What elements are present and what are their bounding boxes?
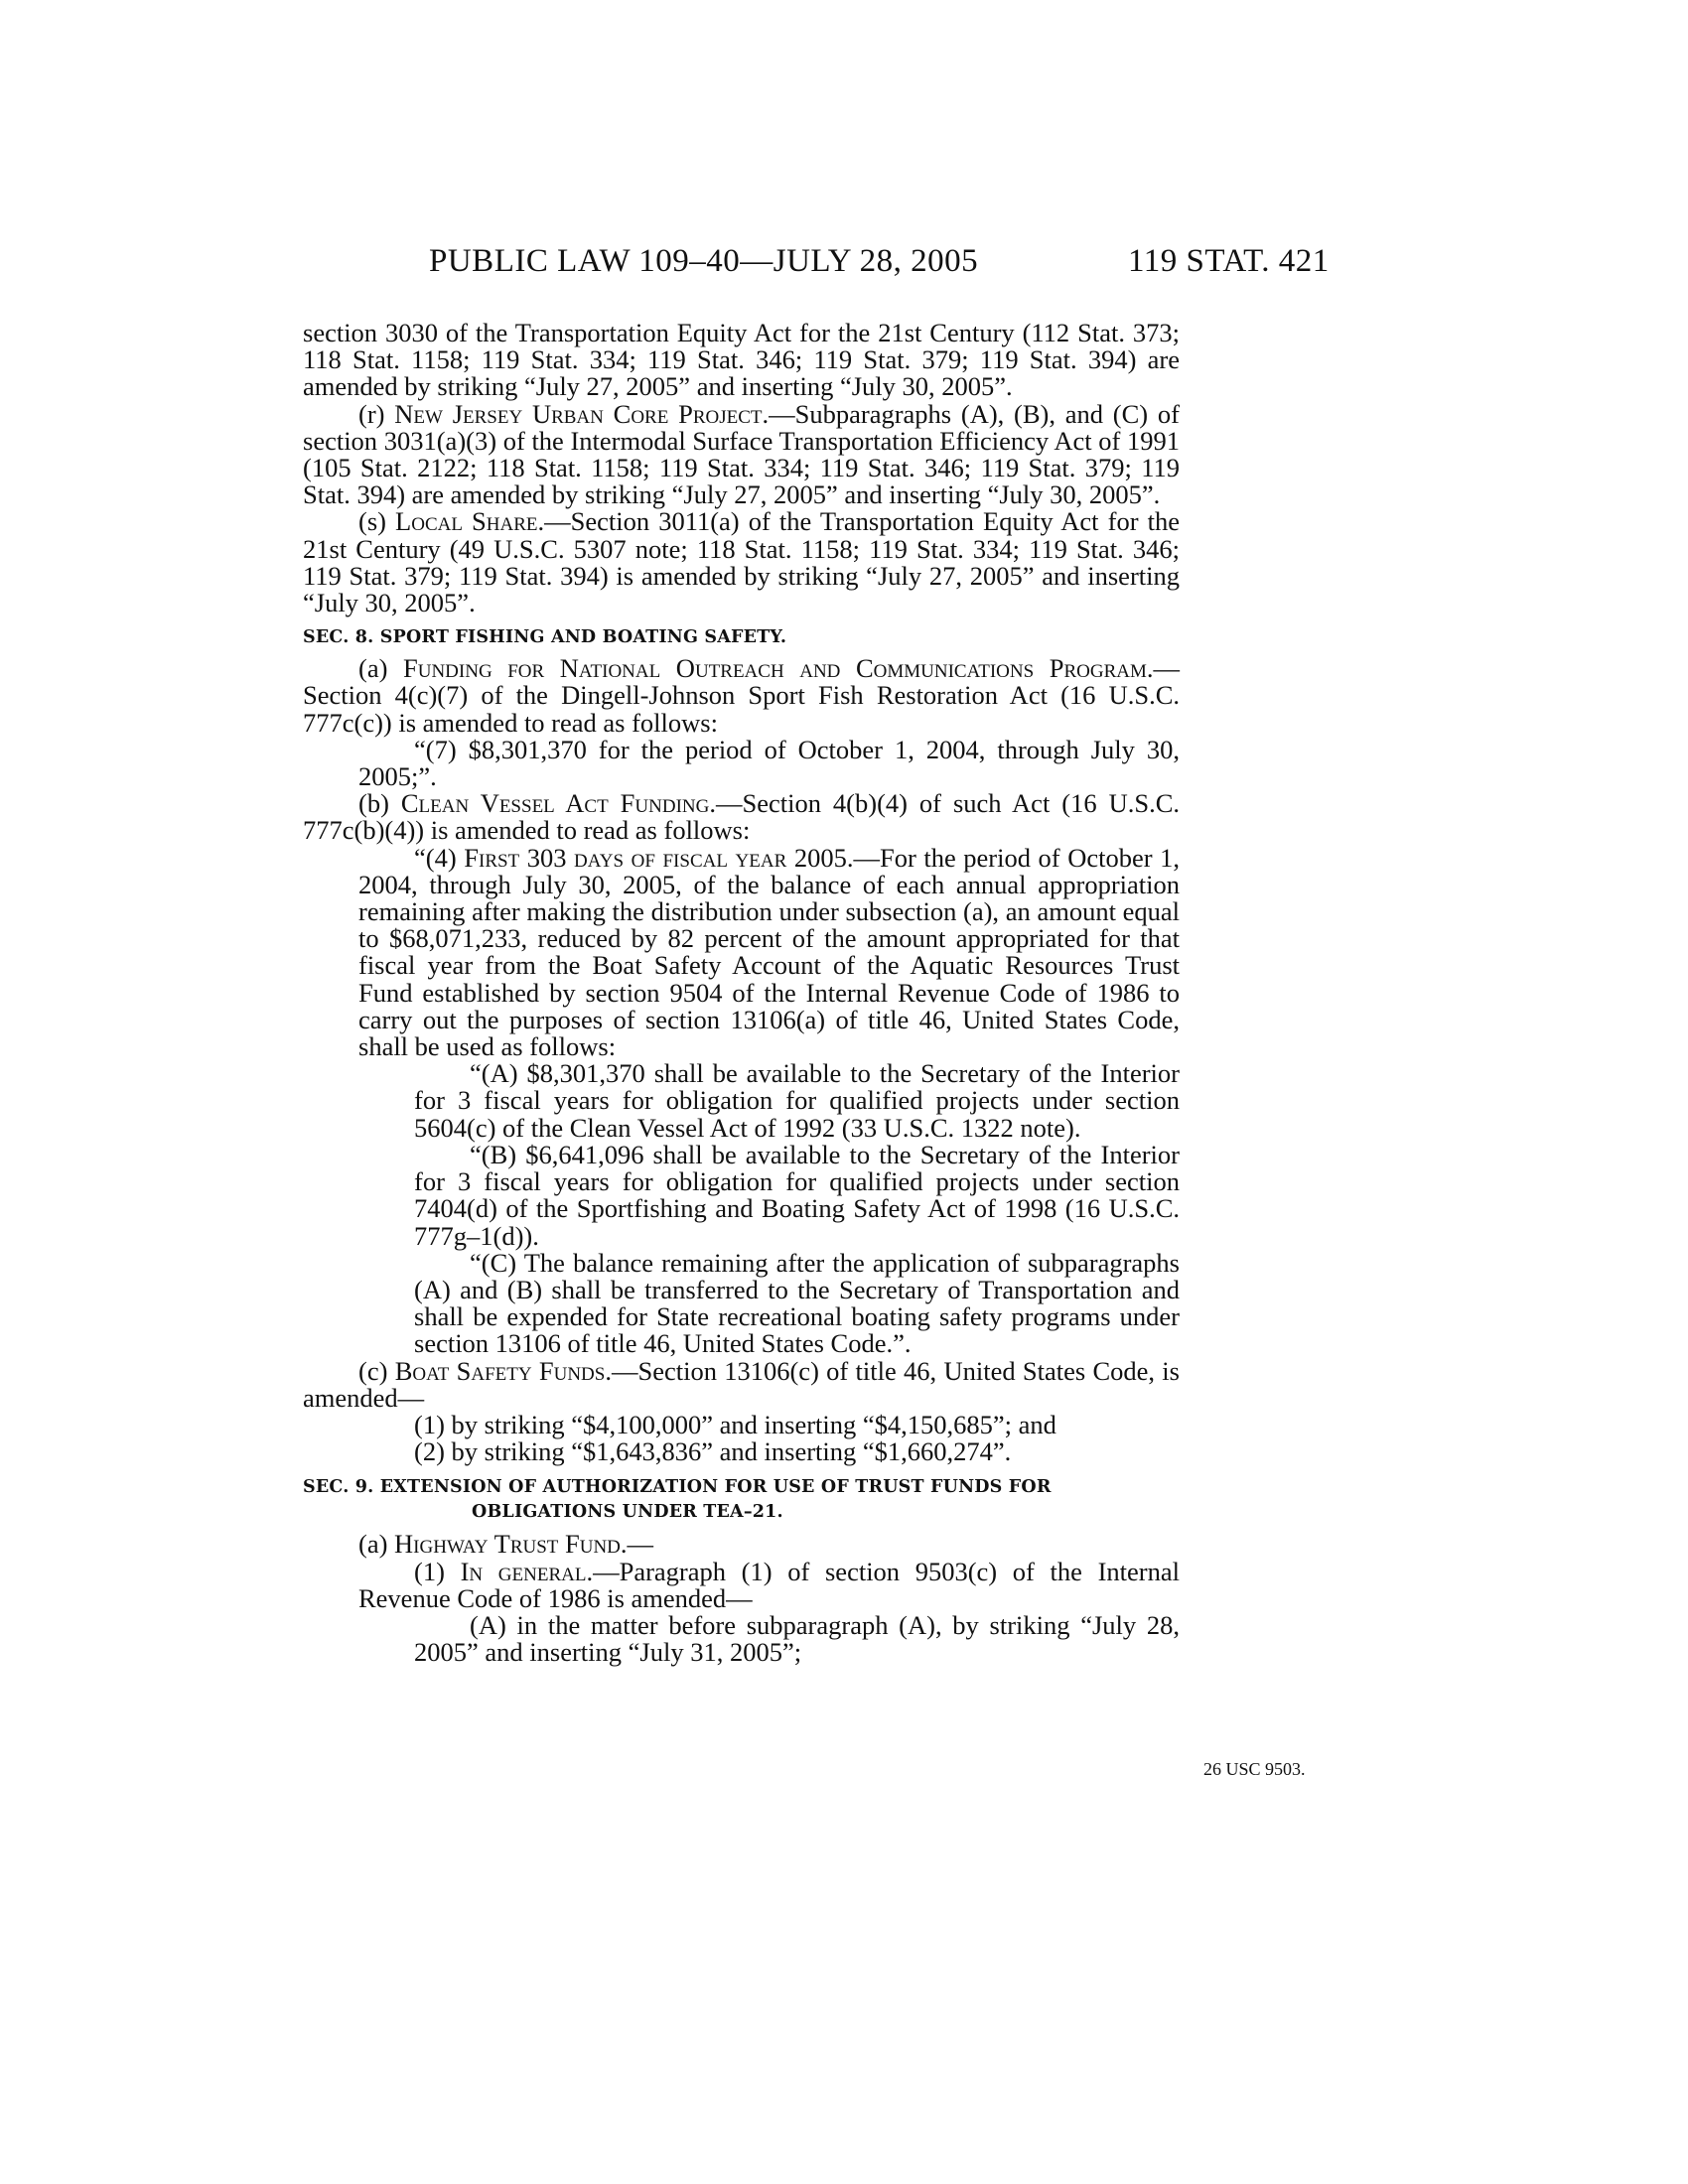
sec9-a-paragraph-1: (1) In general.—Paragraph (1) of section 9503(c) of the Internal Revenue Code of 1986 is amended—	[358, 1556, 1180, 1613]
sec8-c-paragraph-1: (1) by striking “$4,100,000” and inserting “$4,150,685”; and	[414, 1409, 1056, 1439]
margin-note: 26 USC 9503.	[1203, 1759, 1306, 1779]
paragraph-continuation: section 3030 of the Transportation Equity Act for the 21st Century (112 Stat. 373; 118 Stat. 1158; 119 Stat. 334; 119 Stat. 346; 119 Stat. 379; 119 Stat. 394) are amended by striking “July 27, 2005” and inserting “July 30, 2005”.	[303, 318, 1180, 402]
sec8-subsection-a-heading: Funding for National Outreach and Communications Program	[403, 653, 1147, 684]
sec9-subsection-a: (a) Highway Trust Fund.—	[358, 1529, 654, 1560]
subsection-s: (s) Local Share.—Section 3011(a) of the Transportation Equity Act for the 21st Century (49 U.S.C. 5307 note; 118 Stat. 1158; 119 Stat. 334; 119 Stat. 346; 119 Stat. 379; 119 Stat. 394) is amended by striking “July 27, 2005” and inserting “July 30, 2005”.	[303, 506, 1180, 618]
subsection-r-heading: New Jersey Urban Core Project	[394, 398, 763, 429]
sec8-subsection-b-heading: Clean Vessel Act Funding	[400, 788, 710, 819]
sec8-b-subparagraph-b: “(B) $6,641,096 shall be available to the Secretary of the Interior for 3 fiscal years for obligation for qualified projects under section 7404(d) of the Sportfishing and Boating Safety Act of 1998 (16 U.S.C. 777g–1(d)).	[414, 1139, 1180, 1251]
sec8-subsection-c-heading: Boat Safety Funds	[394, 1355, 606, 1386]
sec9-a-paragraph-1-heading: In general	[460, 1556, 587, 1586]
sec8-subsection-b: (b) Clean Vessel Act Funding.—Section 4(b)(4) of such Act (16 U.S.C. 777c(b)(4)) is amended to read as follows:	[303, 788, 1180, 846]
sec9-subsection-a-heading: Highway Trust Fund	[394, 1529, 621, 1560]
sec8-c-paragraph-2: (2) by striking “$1,643,836” and inserting “$1,660,274”.	[414, 1436, 1012, 1467]
sec8-a-paragraph-7: “(7) $8,301,370 for the period of October 1, 2004, through July 30, 2005;”.	[358, 734, 1180, 792]
subsection-r: (r) New Jersey Urban Core Project.—Subparagraphs (A), (B), and (C) of section 3031(a)(3) of the Intermodal Surface Transportation Efficiency Act of 1991 (105 Stat. 2122; 118 Stat. 1158; 119 Stat. 334; 119 Stat. 346; 119 Stat. 379; 119 Stat. 394) are amended by striking “July 27, 2005” and inserting “July 30, 2005”.	[303, 398, 1180, 510]
sec8-b-subparagraph-a: “(A) $8,301,370 shall be available to the Secretary of the Interior for 3 fiscal years for obligation for qualified projects under section 5604(c) of the Clean Vessel Act of 1992 (33 U.S.C. 1322 note).	[414, 1058, 1180, 1143]
sec8-b-subparagraph-c: “(C) The balance remaining after the application of subparagraphs (A) and (B) shall be transferred to the Secretary of Transportation and shall be expended for State recreational boating safety programs under section 13106 of title 46, United States Code.”.	[414, 1247, 1180, 1359]
document-body	[303, 320, 1180, 1666]
section-8-heading: SEC. 8. SPORT FISHING AND BOATING SAFETY.	[303, 627, 787, 648]
sec8-b-paragraph-4-heading: First 303 days of fiscal year 2005	[464, 842, 847, 873]
section-9-heading: SEC. 9. EXTENSION OF AUTHORIZATION FOR USE OF TRUST FUNDS FOR OBLIGATIONS UNDER TEA–21.	[303, 1477, 1052, 1523]
sec9-a-1-subparagraph-a: (A) in the matter before subparagraph (A), by striking “July 28, 2005” and inserting “July 31, 2005”;	[414, 1609, 1180, 1668]
sec8-b-paragraph-4: “(4) First 303 days of fiscal year 2005.—For the period of October 1, 2004, through July 30, 2005, of the balance of each annual appropriation remaining after making the distribution under subsection (a), an amount equal to $68,071,233, reduced by 82 percent of the amount appropriated for that fiscal year from the Boat Safety Account of the Aquatic Resources Trust Fund established by section 9504 of the Internal Revenue Code of 1986 to carry out the purposes of section 13106(a) of title 46, United States Code, shall be used as follows:	[358, 842, 1181, 1062]
sec8-subsection-a: (a) Funding for National Outreach and Communications Program.—Section 4(c)(7) of the Dingell-Johnson Sport Fish Restoration Act (16 U.S.C. 777c(c)) is amended to read as follows:	[303, 653, 1181, 738]
page-header-title: PUBLIC LAW 109–40—JULY 28, 2005	[429, 243, 979, 279]
sec8-subsection-c: (c) Boat Safety Funds.—Section 13106(c) of title 46, United States Code, is amended—	[303, 1355, 1180, 1413]
subsection-s-heading: Local Share	[395, 506, 538, 537]
page-header-stat: 119 STAT. 421	[1128, 243, 1330, 279]
